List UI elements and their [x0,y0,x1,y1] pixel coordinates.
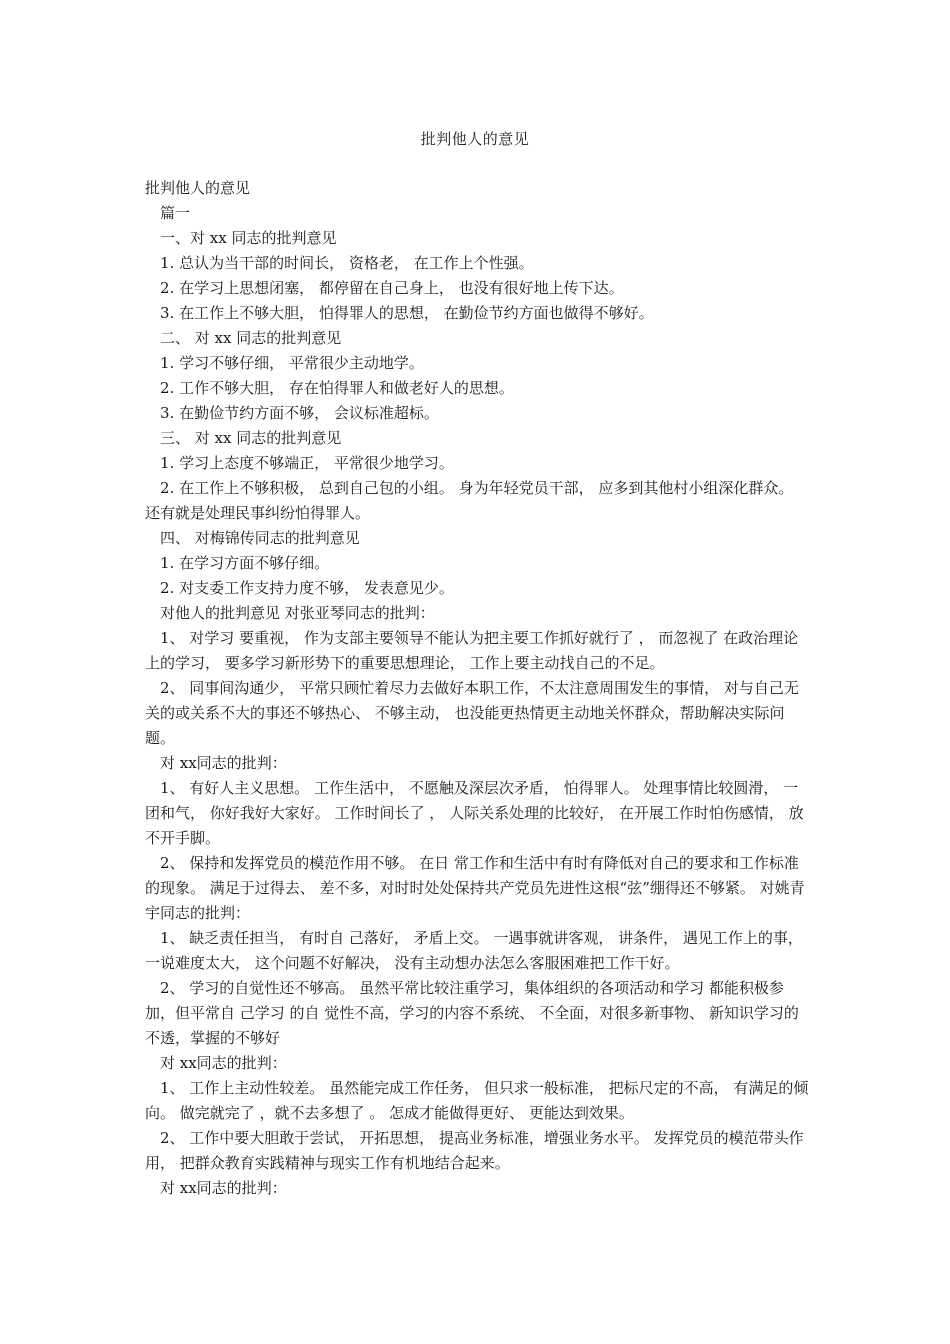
section-heading: 对 xx同志的批判： [160,1054,287,1072]
list-item: 2. 在工作上不够积极， 总到自己包的小组。 身为年轻党员干部， 应多到其他村小组深化群众。 还有就是处理民事纠纷怕得罪人。 [145,479,794,522]
list-item: 1. 在学习方面不够仔细。 [160,554,330,572]
list-item: 2. 对支委工作支持力度不够， 发表意见少。 [160,579,454,597]
section-heading: 四、 对梅锦传同志的批判意见 [160,529,360,547]
paragraph: 1、 对学习 要重视， 作为支部主要领导不能认为把主要工作抓好就行了 ， 而忽视了 在政治理论上的学习， 要多学习新形势下的重要思想理论， 工作上要主动找自己的不足。 [145,629,799,672]
section-heading: 一、对 xx 同志的批判意见 [160,229,337,247]
section-heading: 对他人的批判意见 对张亚琴同志的批判： [160,604,435,622]
paragraph: 2、 保持和发挥党员的模范作用不够。 在日 常工作和生活中有时有降低对自己的要求和工作标准的现象。 满足于过得去、 差不多，对时时处处保持共产党员先进性这根“弦”绷得还不够紧。 对姚青宇同志的批判： [145,854,805,922]
section-heading: 三、 对 xx 同志的批判意见 [160,429,342,447]
section-heading: 对 xx同志的批判： [160,1179,287,1197]
paragraph: 2、 工作中要大胆敢于尝试， 开拓思想， 提高业务标准，增强业务水平。 发挥党员的模范带头作用， 把群众教育实践精神与现实工作有机地结合起来。 [145,1129,804,1172]
section-heading: 对 xx同志的批判： [160,754,287,772]
paragraph: 1、 缺乏责任担当， 有时自 己落好， 矛盾上交。 一遇事就讲客观， 讲条件， 遇见工作上的事， 一说难度太大， 这个问题不好解决， 没有主动想办法怎么客服困难把工作干好。 [145,929,803,972]
paragraph: 1、 有好人主义思想。 工作生活中， 不愿触及深层次矛盾， 怕得罪人。 处理事情比较圆滑， 一团和气， 你好我好大家好。 工作时间长了 ， 人际关系处理的比较好， 在开展工作时怕伤感情， 放不开手脚。 [145,779,804,847]
list-item: 3. 在勤俭节约方面不够， 会议标准超标。 [160,404,439,422]
list-item: 2. 在学习上思想闭塞， 都停留在自己身上， 也没有很好地上传下达。 [160,279,624,297]
list-item: 3. 在工作上不够大胆， 怕得罪人的思想， 在勤俭节约方面也做得不够好。 [160,304,654,322]
document-title: 批判他人的意见 [420,130,530,148]
body-heading: 批判他人的意见 [145,179,251,197]
list-item: 1. 总认为当干部的时间长， 资格老， 在工作上个性强。 [160,254,534,272]
list-item: 1. 学习不够仔细， 平常很少主动地学。 [160,354,424,372]
list-item: 1. 学习上态度不够端正， 平常很少地学习。 [160,454,454,472]
paragraph: 2、 同事间沟通少， 平常只顾忙着尽力去做好本职工作，不太注意周围发生的事情， 对与自己无关的或关系不大的事还不够热心、 不够主动， 也没能更热情更主动地关怀群众，帮助解决实际问题。 [145,679,799,747]
paragraph: 2、 学习的自觉性还不够高。 虽然平常比较注重学习，集体组织的各项活动和学习 都能积极参加，但平常自 己学习 的自 觉性不高，学习的内容不系统、 不全面，对很多新事物、 新知识学习的不透，掌握的不够好 [145,979,799,1047]
section-heading: 二、 对 xx 同志的批判意见 [160,329,342,347]
document-body [145,176,813,1201]
section-label: 篇一 [160,204,191,222]
list-item: 2. 工作不够大胆， 存在怕得罪人和做老好人的思想。 [160,379,514,397]
paragraph: 1、 工作上主动性较差。 虽然能完成工作任务， 但只求一般标准， 把标尺定的不高， 有满足的倾向。 做完就完了 ，就不去多想了 。 怎成才能做得更好、 更能达到效果。 [145,1079,809,1122]
